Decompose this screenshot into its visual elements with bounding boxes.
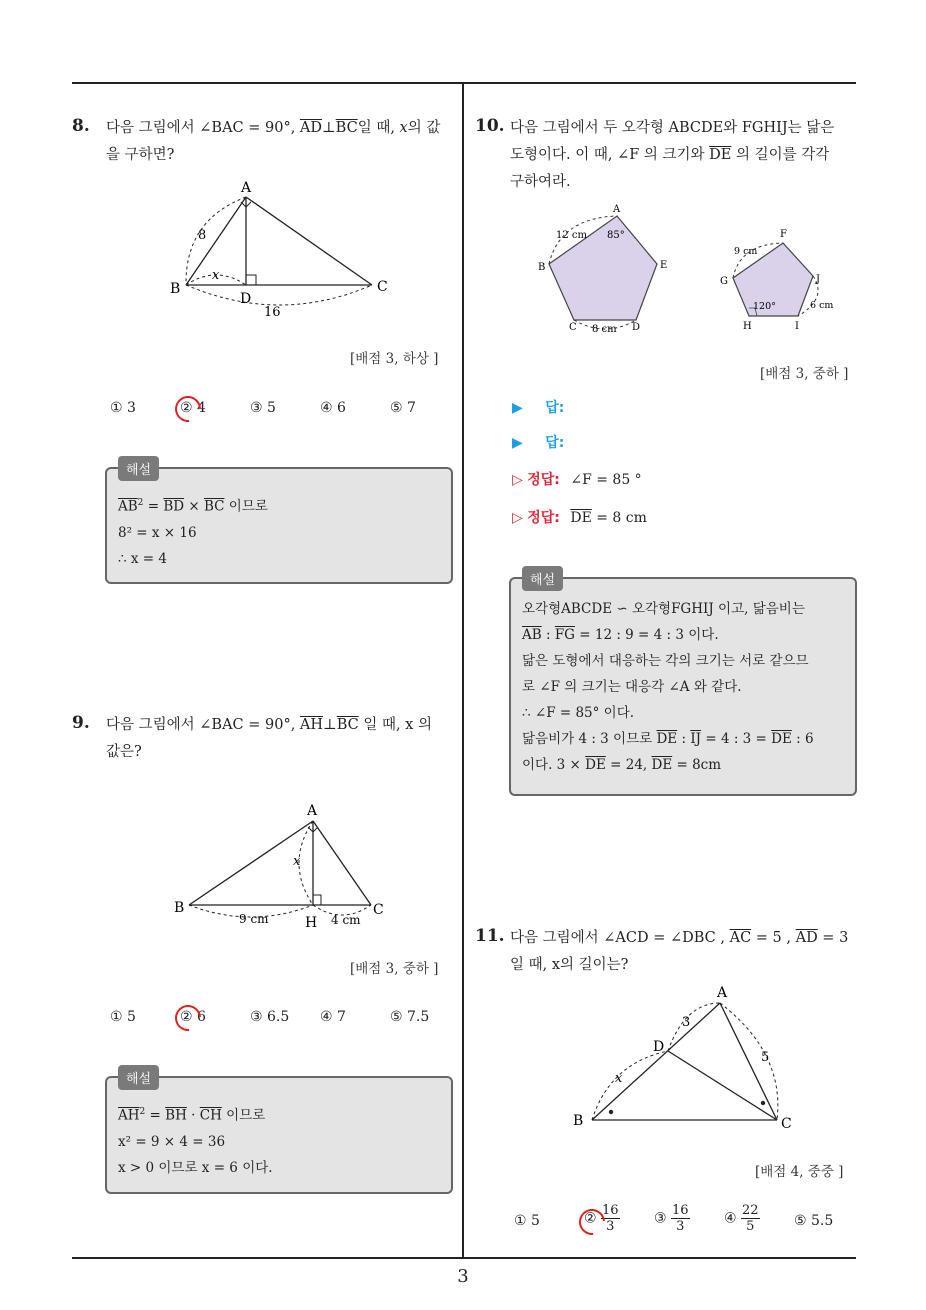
svg-text:x: x bbox=[615, 1071, 623, 1086]
q8-len-bc: 16 bbox=[264, 305, 281, 320]
svg-text:E: E bbox=[660, 260, 668, 271]
q8-label-d: D bbox=[240, 291, 252, 307]
svg-text:12 cm: 12 cm bbox=[556, 230, 587, 241]
q11-choice-2[interactable]: ② $\frac{16}{3}$ bbox=[584, 1203, 619, 1234]
svg-text:H: H bbox=[743, 321, 752, 332]
q9-len-hc: 4 cm bbox=[331, 913, 361, 927]
q10-answer-2[interactable]: ▶ 답: bbox=[512, 435, 565, 451]
q10-explanation: 오각형ABCDE ∽ 오각형FGHIJ 이고, 닮음비는 $\overline{AB}$ : $\overline{FG} = 12$ : 9 = 4 : 3 이다. 닮은 도형에서 대응하는 각의 크기는 서로 같으므 로 ∠F 의 크기는 대응각 ∠A 와 같다. ∴ ∠F = 85° 이다. 닮음비가 4 : 3 이므로 $\overline{DE}$ : $\overline{IJ} = 4$ : $3 = \overline{DE}$ : 6 이다. $3 \times \overline{DE} = 24$, $\overline{DE} = 8cm$ bbox=[522, 601, 814, 773]
q10-score: [배점 3, 중하 ] bbox=[760, 366, 849, 382]
q9-question: 다음 그림에서 ∠BAC = 90°, $\overline{AH}\perp\overline{BC}$ 일 때, x 의 값은? bbox=[106, 717, 432, 760]
svg-text:C: C bbox=[781, 1116, 792, 1132]
svg-text:B: B bbox=[573, 1113, 584, 1129]
q9-choice-5[interactable]: ⑤ 7.5 bbox=[390, 1009, 430, 1025]
q8-len-ab: 8 bbox=[198, 228, 207, 243]
svg-text:3: 3 bbox=[682, 1015, 691, 1030]
q9-choice-2[interactable]: ② 6 bbox=[180, 1009, 206, 1025]
page-number: 3 bbox=[457, 1266, 469, 1287]
svg-text:I: I bbox=[795, 321, 799, 332]
q8-explanation-tag: 해설 bbox=[118, 456, 159, 481]
q9-choice-4[interactable]: ④ 7 bbox=[320, 1009, 346, 1025]
q9-explanation: $\overline{AH}^2 = \overline{BH} \cdot \overline{CH}$ 이므로 x² = 9 × 4 = 36 x > 0 이므로 x = 6 이다. bbox=[118, 1107, 273, 1176]
q11-choice-4[interactable]: ④ $\frac{22}{5}$ bbox=[724, 1203, 759, 1234]
svg-text:120°: 120° bbox=[753, 301, 776, 312]
svg-text:9 cm: 9 cm bbox=[734, 246, 758, 257]
q8-choice-3[interactable]: ③ 5 bbox=[250, 400, 276, 416]
svg-text:85°: 85° bbox=[607, 230, 625, 241]
q11-number: 11. bbox=[475, 926, 505, 946]
svg-text:J: J bbox=[816, 274, 821, 285]
q11-choice-3[interactable]: ③ $\frac{16}{3}$ bbox=[654, 1203, 689, 1234]
q8-answer-mark bbox=[170, 391, 207, 428]
q10-figure bbox=[530, 198, 850, 338]
q9-len-x: x bbox=[293, 854, 301, 869]
q11-score: [배점 4, 중중 ] bbox=[755, 1164, 844, 1180]
q9-choice-1[interactable]: ① 5 bbox=[110, 1009, 136, 1025]
q9-answer-mark bbox=[170, 1000, 207, 1037]
q9-label-h: H bbox=[305, 915, 318, 931]
q9-number: 9. bbox=[72, 713, 90, 733]
q8-choice-1[interactable]: ① 3 bbox=[110, 400, 136, 416]
svg-text:A: A bbox=[717, 985, 728, 1001]
q9-label-a: A bbox=[307, 803, 318, 819]
q10-explanation-tag: 해설 bbox=[522, 566, 563, 591]
q10-correct-2: ▷ 정답: $\overline{DE} = 8$ cm bbox=[512, 510, 647, 526]
q8-explanation: $\overline{AB}^2 = \overline{BD} \times \overline{BC}$ 이므로 8² = x × 16 ∴ x = 4 bbox=[118, 498, 268, 567]
svg-text:A: A bbox=[613, 204, 621, 215]
q9-label-b: B bbox=[174, 900, 185, 916]
q8-label-a: A bbox=[241, 180, 252, 196]
svg-text:D: D bbox=[653, 1039, 665, 1055]
svg-text:8 cm: 8 cm bbox=[592, 324, 617, 335]
q10-correct-1: ▷ 정답: ∠F = 85 ° bbox=[512, 472, 642, 488]
q10-number: 10. bbox=[475, 116, 505, 136]
triangle-outline-icon: ▷ bbox=[512, 472, 523, 488]
svg-text:6 cm: 6 cm bbox=[810, 300, 834, 311]
bottom-rule bbox=[72, 1257, 856, 1259]
svg-text:G: G bbox=[720, 276, 728, 287]
top-rule bbox=[72, 82, 856, 84]
q8-label-b: B bbox=[170, 281, 181, 297]
q8-figure bbox=[160, 175, 410, 320]
column-divider bbox=[462, 83, 464, 1258]
q11-choice-1[interactable]: ① 5 bbox=[514, 1213, 540, 1229]
svg-text:B: B bbox=[538, 262, 546, 273]
q10-answer-1[interactable]: ▶ 답: bbox=[512, 400, 565, 416]
q9-figure bbox=[165, 797, 405, 937]
q9-label-c: C bbox=[373, 902, 384, 918]
svg-text:5: 5 bbox=[761, 1050, 770, 1065]
q8-score: [배점 3, 하상 ] bbox=[350, 351, 439, 367]
q9-score: [배점 3, 중하 ] bbox=[350, 961, 439, 977]
q8-label-c: C bbox=[377, 279, 388, 295]
play-icon: ▶ bbox=[512, 400, 523, 416]
q9-choice-3[interactable]: ③ 6.5 bbox=[250, 1009, 290, 1025]
play-icon: ▶ bbox=[512, 435, 523, 451]
q11-question: 다음 그림에서 ∠ACD = ∠DBC , $\overline{AC} = 5$ , $\overline{AD} = 3$ 일 때, x의 길이는? bbox=[510, 930, 849, 973]
q8-choice-2[interactable]: ② 4 bbox=[180, 400, 206, 416]
q8-question: 다음 그림에서 ∠BAC = 90°, $\overline{AD}\perp\overline{BC}$일 때, x의 값 을 구하면? bbox=[106, 120, 441, 163]
q8-len-x: x bbox=[212, 268, 220, 283]
q9-explanation-tag: 해설 bbox=[118, 1065, 159, 1090]
q8-choice-5[interactable]: ⑤ 7 bbox=[390, 400, 416, 416]
q10-question: 다음 그림에서 두 오각형 ABCDE와 FGHIJ는 닮은 도형이다. 이 때, ∠F 의 크기와 $\overline{DE}$ 의 길이를 각각 구하여라. bbox=[510, 120, 835, 190]
svg-text:D: D bbox=[632, 322, 641, 333]
svg-text:F: F bbox=[780, 229, 787, 240]
q11-figure bbox=[565, 983, 805, 1133]
svg-text:C: C bbox=[569, 322, 577, 333]
q11-choice-5[interactable]: ⑤ 5.5 bbox=[794, 1213, 834, 1229]
q9-len-bh: 9 cm bbox=[239, 912, 269, 926]
q8-number: 8. bbox=[72, 116, 90, 136]
triangle-outline-icon: ▷ bbox=[512, 510, 523, 526]
q8-choice-4[interactable]: ④ 6 bbox=[320, 400, 346, 416]
